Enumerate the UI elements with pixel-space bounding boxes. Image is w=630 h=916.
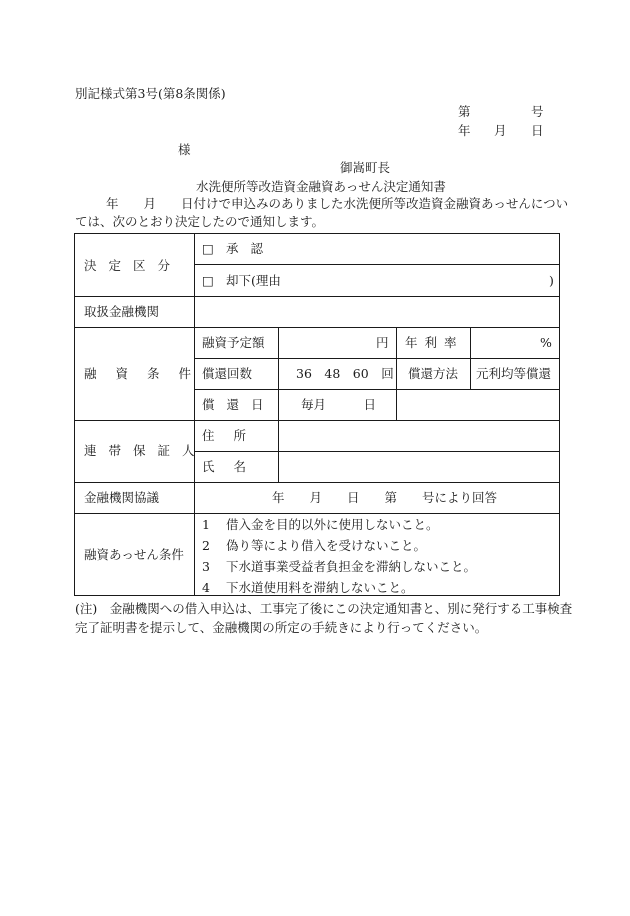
condition-text: 偽り等により借入を受けないこと。 [226,538,427,553]
bank-consultation-value: 年 月 日 第 号により回答 [272,490,498,505]
column-divider [194,233,195,596]
repayment-count-label: 償還回数 [202,366,253,381]
intro-line-2: ては、次のとおり決定したので通知します。 [75,214,325,229]
doc-number-prefix: 第 [458,104,471,119]
doc-number-suffix: 号 [531,104,544,119]
reject-checkbox[interactable]: □ [202,273,214,288]
row-divider [194,451,560,452]
intro-line-1: 年 月 日付けで申込みのありました水洗便所等改造資金融資あっせんについ [106,196,569,211]
date-year: 年 [458,123,471,138]
repayment-count-options: 36 48 60 回 [296,366,394,381]
loan-terms-label: 融資条件 [84,366,211,381]
row-divider [74,296,560,297]
column-divider [396,327,397,420]
row-divider [74,513,560,514]
repayment-method-value: 元利均等償還 [476,366,552,381]
decision-label: 決定区分 [84,258,183,273]
condition-number: 2 [202,538,210,553]
document-title: 水洗便所等改造資金融資あっせん決定通知書 [196,179,446,194]
reject-close-paren: ) [549,273,554,288]
interest-rate-label: 年利率 [405,335,464,350]
condition-text: 下水道使用料を滞納しないこと。 [226,580,414,595]
condition-number: 3 [202,559,210,574]
row-divider [74,420,560,421]
bank-label: 取扱金融機関 [84,304,160,319]
date-month: 月 [494,123,507,138]
loan-amount-label: 融資予定額 [202,335,265,350]
row-divider [194,389,560,390]
repayment-method-label: 償還方法 [408,366,459,381]
loan-amount-unit: 円 [376,335,389,350]
repayment-day-label: 償還日 [202,397,276,412]
addressee-suffix: 様 [178,142,191,157]
approve-checkbox[interactable]: □ [202,241,214,256]
condition-text: 借入金を目的以外に使用しないこと。 [226,517,439,532]
column-divider [278,327,279,482]
date-day: 日 [531,123,544,138]
reject-label: 却下(理由 [226,273,281,288]
guarantor-label: 連帯保証人 [84,443,207,458]
note-line-1: (注) 金融機関への借入申込は、工事完了後にこの決定通知書と、別に発行する工事検査 [75,601,573,616]
row-divider [74,327,560,328]
condition-text: 下水道事業受益者負担金を滞納しないこと。 [226,559,477,574]
approve-label: 承認 [226,241,276,256]
condition-number: 1 [202,517,210,532]
row-divider [74,482,560,483]
row-divider [194,358,560,359]
note-line-2: 完了証明書を提示して、金融機関の所定の手続きにより行ってください。 [75,620,488,635]
condition-number: 4 [202,580,210,595]
interest-rate-unit: % [540,335,552,350]
guarantor-address-label: 住所 [202,428,266,443]
row-divider [194,264,560,265]
column-divider [470,327,471,389]
form-number: 別記様式第3号(第8条関係) [75,86,226,101]
guarantor-name-label: 氏名 [202,459,266,474]
repayment-day-value: 毎月 日 [301,397,377,412]
issuer: 御嵩町長 [340,160,391,175]
conditions-label: 融資あっせん条件 [84,547,184,562]
bank-consultation-label: 金融機関協議 [84,490,160,505]
